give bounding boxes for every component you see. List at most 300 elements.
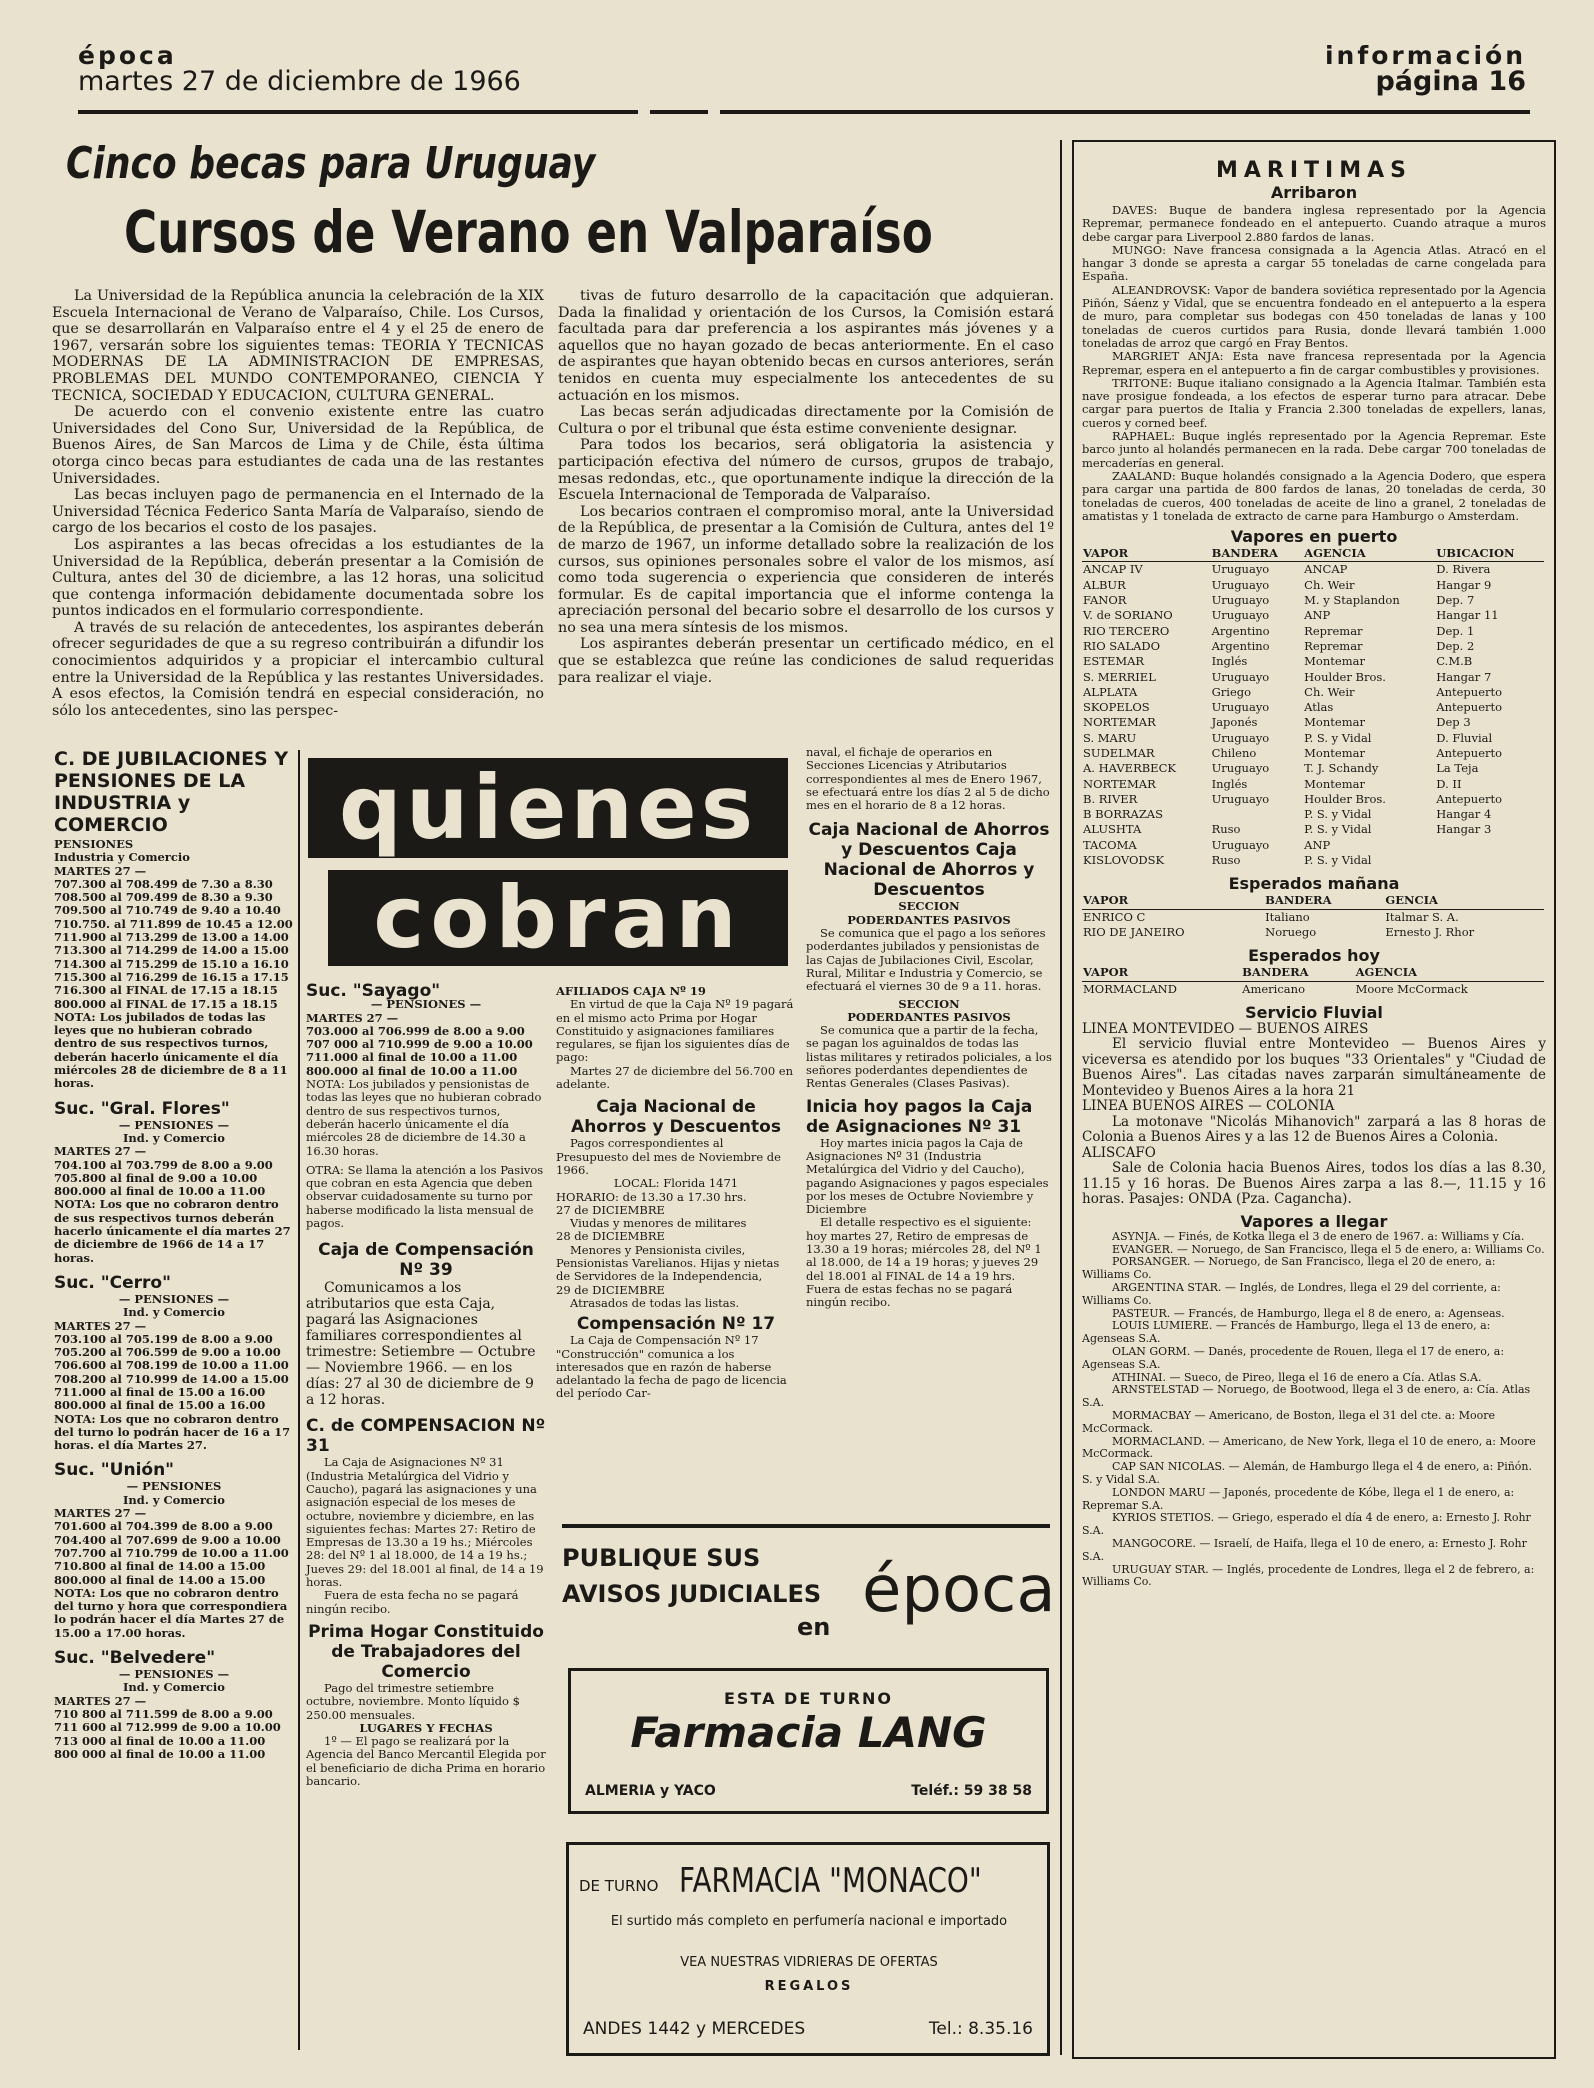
caja-nacional-2-horario: HORARIO: de 13.30 a 17.30 hrs.	[556, 1189, 747, 1204]
ad-epoca	[562, 1540, 1056, 1650]
table-row	[1082, 715, 1544, 730]
schedule-row: 709.500 al 710.749 de 9.40 a 10.40	[54, 903, 281, 918]
table-cell: La Teja	[1436, 761, 1479, 776]
sucursal-day: MARTES 27 —	[54, 1506, 147, 1521]
table-cell: Uruguayo	[1211, 593, 1270, 608]
masthead-rule	[720, 110, 1530, 114]
table-cell: Antepuerto	[1436, 684, 1503, 699]
sucursal-nota: NOTA: Los que no cobraron dentro del turno y hora que correspondiera lo podrán hacer el día Martes 27 de 15.00 a 17.00 horas.	[54, 1585, 288, 1640]
table-cell: Uruguayo	[1211, 700, 1270, 715]
schedule-row: 713 000 al final de 10.00 a 11.00	[54, 1733, 266, 1748]
column-header: BANDERA	[1264, 893, 1384, 909]
table-cell: ALPLATA	[1083, 684, 1138, 699]
table-cell: M. y Staplandon	[1304, 593, 1400, 608]
schedule-row: 707 000 al 710.999 de 9.00 a 10.00	[306, 1037, 533, 1052]
schedule-row: 711.000 al final de 10.00 a 11.00	[306, 1050, 518, 1065]
sucursal-cerro	[54, 1273, 294, 1453]
table-cell: Antepuerto	[1436, 745, 1503, 760]
sucursal-sub: — PENSIONES —	[118, 1117, 230, 1132]
table-row	[1082, 639, 1544, 654]
paper-name: época	[78, 41, 177, 70]
caja-compensacion-39-text: Comunicamos a los atributarios que esta Caja, pagará las Asignaciones familiares correspondientes al trimestre: Setiembre — Octubre — Noviembre 1966. — en los días: 27 al 30 de diciembre de 9 a 12 horas.	[306, 1280, 536, 1409]
table-header-row	[1082, 965, 1544, 981]
table-cell	[1211, 807, 1304, 822]
table-cell: NORTEMAR	[1083, 776, 1156, 791]
table-cell: Dep 3	[1436, 715, 1471, 730]
table-cell: A. HAVERBECK	[1083, 761, 1176, 776]
sucursal-title: Suc. "Gral. Flores"	[54, 1098, 230, 1119]
table-cell: P. S. y Vidal	[1304, 822, 1372, 837]
column-3-right	[806, 746, 1052, 1310]
ad-monaco-name: FARMACIA "MONACO"	[679, 1861, 982, 1901]
sucursal-sub2: Ind. y Comercio	[123, 1305, 225, 1320]
col3-top-text: naval, el fichaje de operarios en Secciones Licencias y Atributarios correspondientes al mes de Enero 1967, se efectuará entre los días 2 al 5 de dicho mes en el horario de 8 a 12 horas.	[806, 745, 1050, 813]
esperados-manana-title: Esperados mañana	[1228, 874, 1400, 894]
prima-hogar-sub: LUGARES Y FECHAS	[359, 1720, 493, 1735]
table-cell: C.M.B	[1436, 654, 1473, 669]
table-cell: S. MERRIEL	[1083, 669, 1156, 684]
ad-lang-tel: Teléf.: 59 38 58	[911, 1783, 1032, 1799]
ad-epoca-line3: en	[797, 1613, 831, 1641]
fluvial-text: El servicio fluvial entre Montevideo — Buenos Aires y viceversa es atendido por los buques "33 Orientales" y "Ciudad de Buenos Aires". Las citadas naves zarparán simultáneamente de Montevideo y Buenos Aires a la hora 21	[1082, 1036, 1546, 1099]
schedule-row: 708.500 al 709.499 de 8.30 a 9.30	[54, 890, 273, 905]
masthead-right	[1324, 41, 1526, 97]
table-cell: RIO DE JANEIRO	[1083, 924, 1185, 939]
table-cell: Montemar	[1304, 776, 1365, 791]
sucursal-title: Suc. "Cerro"	[54, 1272, 171, 1293]
sayago-sub: — PENSIONES —	[370, 997, 482, 1012]
sucursal-day: MARTES 27 —	[54, 1693, 147, 1708]
schedule-row: 800.000 al FINAL de 17.15 a 18.15	[54, 996, 278, 1011]
esperados-hoy-table	[1082, 965, 1544, 997]
table-cell: Uruguayo	[1211, 577, 1270, 592]
caja-ahorros-title: Caja Nacional de Ahorros y Descuentos Caja Nacional de Ahorros y Descuentos	[808, 820, 1050, 901]
article-column-2	[558, 288, 1054, 686]
jubilaciones-sub: PENSIONES	[54, 837, 134, 851]
jubilaciones-section	[54, 748, 294, 1761]
column-header: GENCIA	[1384, 893, 1544, 909]
table-row	[1082, 670, 1544, 685]
table-cell: Uruguayo	[1211, 562, 1270, 577]
schedule-row: 711.900 al 713.299 de 13.00 a 14.00	[54, 930, 289, 945]
column-header: AGENCIA	[1303, 546, 1435, 562]
sayago-section	[306, 981, 546, 1788]
schedule-row: 710 800 al 711.599 de 8.00 a 9.00	[54, 1706, 273, 1721]
afiliados-19-text: En virtud de que la Caja Nº 19 pagará en el mismo acto Prima por Hogar Constituido y asignaciones familiares regulares, se fijan los siguientes días de pago:	[556, 997, 794, 1065]
caja-nacional-2-t29: Atrasados de todas las listas.	[570, 1295, 740, 1310]
caja-ahorros-text: Se comunica que el pago a los señores poderdantes jubilados y pensionistas de las Cajas de Jubilaciones Civil, Escolar, Rural, Militar e Industria y Comercio, se efectuará el viernes 30 de 9 a 11. horas.	[806, 926, 1046, 994]
cobran-word: cobran	[328, 870, 788, 966]
ad-epoca-line2: AVISOS JUDICIALES	[562, 1580, 822, 1608]
section-name: información	[1324, 41, 1526, 70]
schedule-row: 800 000 al final de 10.00 a 11.00	[54, 1746, 266, 1761]
sayago-otra: OTRA: Se llama la atención a los Pasivos que cobran en esta Agencia que deben observar cuidadosamente su turno por haberse modificado la lista mensual de pagos.	[306, 1162, 544, 1231]
table-cell: MORMACLAND	[1083, 981, 1177, 996]
schedule-row: 705.200 al 706.599 de 9.00 a 10.00	[54, 1345, 281, 1360]
article-headline: Cursos de Verano en Valparaíso	[124, 198, 933, 266]
ad-monaco-l3: REGALOS	[764, 1979, 854, 1994]
caja-nacional-2-d28: 28 de DICIEMBRE	[556, 1229, 665, 1244]
list-item: ARGENTINA STAR. — Inglés, de Londres, llega el 29 del corriente, a: Williams Co.	[1082, 1281, 1501, 1307]
compensacion-17-title: Compensación Nº 17	[576, 1314, 776, 1335]
table-cell: Argentino	[1211, 638, 1270, 653]
list-item: MANGOCORE. — Israelí, de Haifa, llega el 10 de enero, a: Ernesto J. Rohr S.A.	[1082, 1536, 1527, 1563]
article-kicker: Cinco becas para Uruguay	[66, 138, 596, 189]
jubilaciones-rows	[54, 878, 294, 1011]
table-cell	[1435, 853, 1544, 868]
compensacion-17-text: La Caja de Compensación Nº 17 "Construcción" comunica a los interesados que en razón de haberse adelantado la fecha de pago de licencia del período Car-	[556, 1333, 787, 1401]
table-cell: ANP	[1304, 608, 1331, 623]
prima-hogar-text: Pago del trimestre setiembre octubre, noviembre. Monto líquido $ 250.00 mensuales.	[306, 1680, 520, 1722]
schedule-row: 800.000 al final de 10.00 a 11.00	[54, 1184, 266, 1199]
caja-nacional-2-t28: Menores y Pensionista civiles, Pensionistas Varelianos. Hijas y nietas de Servidores de la Independencia,	[556, 1242, 780, 1284]
table-cell: NORTEMAR	[1083, 715, 1156, 730]
table-row	[1082, 981, 1544, 997]
fluvial-line: LINEA BUENOS AIRES — COLONIA	[1082, 1098, 1335, 1115]
list-item: KYRIOS STETIOS. — Griego, esperado el día 4 de enero, a: Ernesto J. Rohr S.A.	[1082, 1511, 1531, 1538]
column-header: BANDERA	[1211, 546, 1304, 562]
schedule-row: 714.300 al 715.299 de 15.10 a 16.10	[54, 956, 289, 971]
table-cell: Repremar	[1304, 623, 1363, 638]
esperados-hoy-title: Esperados hoy	[1248, 946, 1380, 966]
article-paragraph: Las becas serán adjudicadas directamente por la Comisión de Cultura o por el tribunal que ésta estime conveniente designar.	[558, 404, 1054, 437]
arribaron-item: MUNGO: Nave francesa consignada a la Agencia Atlas. Atracó en el hangar 3 donde se apresta a cargar 55 toneladas de carne congelada para España.	[1082, 242, 1546, 284]
fluvial-line: LINEA MONTEVIDEO — BUENOS AIRES	[1082, 1020, 1369, 1037]
table-cell: Inglés	[1211, 654, 1248, 669]
table-cell: Uruguayo	[1211, 608, 1270, 623]
vapores-llegar-list	[1074, 1231, 1554, 1589]
table-cell: KISLOVODSK	[1083, 853, 1165, 868]
schedule-row: 710.750. al 711.899 de 10.45 a 12.00	[54, 916, 293, 931]
column-header: UBICACION	[1435, 546, 1544, 562]
table-cell: SKOPELOS	[1083, 700, 1150, 715]
vapores-puerto-body	[1082, 562, 1544, 868]
schedule-row: 703.000 al 706.999 de 8.00 a 9.00	[306, 1023, 525, 1038]
ad-lang-name: Farmacia LANG	[630, 1708, 987, 1757]
schedule-row: 704.400 al 707.699 de 9.00 a 10.00	[54, 1532, 281, 1547]
quienes-cobran-banner	[308, 758, 788, 968]
fluvial-text: Sale de Colonia hacia Buenos Aires, todos los días a las 8.30, 11.15 y 16 horas. De Buenos Aires zarpa a las 8.—, 11.15 y 16 horas. Pasajes: ONDA (Pza. Cagancha).	[1082, 1160, 1546, 1208]
table-cell: RIO SALADO	[1083, 638, 1161, 653]
list-item: ATHINAI. — Sueco, de Pireo, llega el 16 de enero a Cía. Atlas S.A.	[1112, 1370, 1482, 1384]
table-cell: P. S. y Vidal	[1304, 730, 1372, 745]
table-cell: Griego	[1211, 684, 1252, 699]
sucursal-sub2: Ind. y Comercio	[123, 1492, 225, 1507]
arribaron-list	[1074, 202, 1554, 523]
schedule-row: 713.300 al 714.299 de 14.00 a 15.00	[54, 943, 289, 958]
ad-divider	[562, 1524, 1050, 1528]
table-cell: Hangar 3	[1436, 822, 1492, 837]
schedule-row: 711 600 al 712.999 de 9.00 a 10.00	[54, 1720, 281, 1735]
schedule-row: 716.300 al FINAL de 17.15 a 18.15	[54, 983, 278, 998]
arribaron-item: MARGRIET ANJA: Esta nave francesa representada por la Agencia Repremar, espera en el antepuerto a fin de cargar combustibles y provisiones.	[1082, 349, 1546, 377]
table-cell: Chileno	[1211, 745, 1257, 760]
schedule-row: 708.200 al 710.999 de 14.00 a 15.00	[54, 1371, 289, 1386]
table-cell: P. S. y Vidal	[1304, 807, 1372, 822]
table-cell: Atlas	[1304, 700, 1334, 715]
schedule-row: 715.300 al 716.299 de 16.15 a 17.15	[54, 969, 289, 984]
schedule-row: 706.600 al 708.199 de 10.00 a 11.00	[54, 1358, 289, 1373]
inicia-hoy-text2: El detalle respectivo es el siguiente: hoy martes 27, Retiro de empresas de 13.30 a 19 horas; miércoles 28, del Nº 1 al 18.000, de 14 a 19 horas; y jueves 29 del 18.001 al FINAL de 14 a 19 hrs. Fuera de estas fechas no se pagará ningún recibo.	[806, 1215, 1042, 1310]
inicia-hoy-text: Hoy martes inicia pagos la Caja de Asignaciones Nº 31 (Industria Metalúrgica del Vidrio y del Caucho), pagando Asignaciones y pagos especiales por los meses de Octubre Noviembre y Diciembre	[806, 1135, 1049, 1217]
caja-nacional-2-d29: 29 de DICIEMBRE	[556, 1282, 665, 1297]
sucursal-day: MARTES 27 —	[54, 1144, 147, 1159]
afiliados-19-title: AFILIADOS CAJA Nº 19	[556, 984, 706, 998]
maritimas-section	[1072, 140, 1556, 2059]
sucursal-sub: — PENSIONES —	[118, 1667, 230, 1682]
table-row	[1082, 746, 1544, 761]
table-row	[1082, 853, 1544, 868]
arribaron-item: ZAALAND: Buque holandés consignado a la Agencia Dodero, que espera para cargar una partida de 800 fardos de lanas, 20 toneladas de cerda, 30 toneladas de cueros, 400 toneladas de aceite de lino a granel, 2 toneladas de amatistas y 1 tonelada de extracto de carne para Hamburgo o Amsterdam.	[1082, 468, 1546, 523]
schedule-row: 800.000 al final de 14.00 a 15.00	[54, 1572, 266, 1587]
caja-nacional-2-t27: Viudas y menores de militares	[570, 1216, 747, 1231]
table-cell: Italiano	[1265, 909, 1310, 924]
table-row	[1082, 761, 1544, 776]
table-cell: FANOR	[1083, 593, 1127, 608]
table-cell: B BORRAZAS	[1083, 807, 1163, 822]
sucursal-title: Suc. "Belvedere"	[54, 1648, 216, 1669]
article-paragraph: Los aspirantes deberán presentar un certificado médico, en el que se establezca que reúne las condiciones de salud requeridas para realizar el viaje.	[558, 636, 1054, 686]
table-cell: Dep. 7	[1436, 593, 1475, 608]
caja-nacional-2-text: Pagos correspondientes al Presupuesto del mes de Noviembre de 1966.	[556, 1136, 781, 1177]
schedule-row: 710.800 al final de 14.00 a 15.00	[54, 1559, 266, 1574]
esperados-manana-table	[1082, 893, 1544, 940]
ad-lang-top: ESTA DE TURNO	[723, 1689, 894, 1708]
table-cell: Uruguayo	[1211, 730, 1270, 745]
table-cell: D. Rivera	[1436, 562, 1491, 577]
table-header-row	[1082, 893, 1544, 909]
jubilaciones-title: C. DE JUBILACIONES Y PENSIONES DE LA INDUSTRIA y COMERCIO	[54, 748, 289, 836]
inicia-hoy-title: Inicia hoy pagos la Caja de Asignaciones Nº 31	[806, 1096, 1033, 1137]
table-cell: RIO TERCERO	[1083, 623, 1170, 638]
article-paragraph: Para todos los becarios, será obligatoria la asistencia y participación efectiva del número de cursos, grupos de trabajo, mesas redondas, etc., que oportunamente indique la dirección de la Escuela Internacional de Temporada de Valparaíso.	[558, 437, 1054, 504]
table-row	[1082, 608, 1544, 623]
ad-farmacia-lang	[568, 1668, 1049, 1814]
list-item: PASTEUR. — Francés, de Hamburgo, llega el 8 de enero, a: Agenseas.	[1112, 1306, 1505, 1320]
table-row	[1082, 654, 1544, 669]
caja-nacional-2-d27: 27 de DICIEMBRE	[556, 1202, 665, 1217]
caja-ahorros-sec2: PODERDANTES PASIVOS	[847, 912, 1011, 927]
schedule-row: 707.700 al 710.799 de 10.00 a 11.00	[54, 1545, 289, 1560]
page-number: página 16	[1375, 66, 1526, 97]
table-cell: Uruguayo	[1211, 669, 1270, 684]
caja-ahorros-sec3: SECCION	[898, 996, 960, 1011]
sucursal-gral-flores	[54, 1099, 294, 1265]
schedule-row: 711.000 al final de 15.00 a 16.00	[54, 1384, 266, 1399]
column-header: BANDERA	[1241, 965, 1354, 981]
article-column-1	[52, 288, 544, 719]
list-item: EVANGER. — Noruego, de San Francisco, llega el 5 de enero, a: Williams Co.	[1112, 1242, 1545, 1256]
prima-hogar-title: Prima Hogar Constituido de Trabajadores del Comercio	[308, 1621, 544, 1682]
list-item: URUGUAY STAR. — Inglés, procedente de Londres, llega el 2 de febrero, a: Williams Co.	[1082, 1562, 1535, 1589]
table-cell: Dep. 1	[1436, 623, 1475, 638]
caja-ahorros-text2: Se comunica que a partir de la fecha, se pagan los aguinaldos de todas las listas militares y retirados policiales, a los señores poderdantes dependientes de Rentas Generales (Clases Pasivas).	[806, 1023, 1052, 1091]
schedule-row: 701.600 al 704.399 de 8.00 a 9.00	[54, 1519, 273, 1534]
fluvial-body	[1074, 1022, 1554, 1208]
table-row	[1082, 731, 1544, 746]
list-item: OLAN GORM. — Danés, procedente de Rouen, llega el 17 de enero, a: Agenseas S.A.	[1082, 1345, 1505, 1371]
fluvial-text: La motonave "Nicolás Mihanovich" zarpará a las 8 horas de Colonia a Buenos Aires y a las 12 de Buenos Aires a Colonia.	[1082, 1113, 1546, 1146]
column-header: AGENCIA	[1355, 965, 1544, 981]
table-cell: Montemar	[1304, 745, 1365, 760]
jubilaciones-sub2: Industria y Comercio	[54, 850, 190, 865]
table-cell: Montemar	[1304, 654, 1365, 669]
sucursal-nota: NOTA: Los que no cobraron dentro del turno lo podrán hacer de 16 a 17 horas. el día Martes 27.	[54, 1411, 291, 1453]
column-header: VAPOR	[1082, 965, 1241, 981]
schedule-row: 800.000 al final de 15.00 a 16.00	[54, 1398, 266, 1413]
table-cell: Americano	[1242, 981, 1305, 996]
fluvial-title: Servicio Fluvial	[1245, 1002, 1383, 1022]
vapores-llegar-title: Vapores a llegar	[1240, 1211, 1388, 1231]
table-cell: Ch. Weir	[1304, 684, 1355, 699]
table-cell: Hangar 11	[1436, 608, 1499, 623]
table-cell: Uruguayo	[1211, 837, 1270, 852]
list-item: ASYNJA. — Finés, de Kotka llega el 3 de enero de 1967. a: Williams y Cía.	[1112, 1229, 1525, 1243]
arribaron-title: Arribaron	[1270, 183, 1358, 202]
table-cell: Hangar 7	[1436, 669, 1492, 684]
table-row	[1082, 593, 1544, 608]
ad-epoca-brand: época	[862, 1553, 1056, 1627]
sucursal-union	[54, 1460, 294, 1640]
arribaron-item: RAPHAEL: Buque inglés representado por la Agencia Repremar. Este barco junto al holandés permanecen en la rada. Debe cargar 700 toneladas de mercaderías en general.	[1082, 429, 1546, 470]
list-item: MORMACLAND. — Americano, de New York, llega el 10 de enero, a: Moore McCormack.	[1082, 1434, 1536, 1461]
table-cell: Hangar 9	[1436, 577, 1492, 592]
compensacion-31-title: C. de COMPENSACION Nº 31	[306, 1416, 546, 1457]
table-cell: Ruso	[1211, 853, 1241, 868]
list-item: LOUIS LUMIERE. — Francés de Hamburgo, llega el 13 de enero, a: Agenseas S.A.	[1082, 1319, 1491, 1346]
ad-epoca-line1: PUBLIQUE SUS	[562, 1544, 761, 1572]
table-cell: TACOMA	[1083, 837, 1137, 852]
list-item: LONDON MARU — Japonés, procedente de Kóbe, llega el 1 de enero, a: Repremar S.A.	[1082, 1485, 1515, 1512]
table-row	[1082, 792, 1544, 807]
column-divider	[298, 750, 300, 2050]
jubilaciones-day: MARTES 27 —	[54, 863, 147, 878]
article-paragraph: De acuerdo con el convenio existente entre las cuatro Universidades del Cono Sur, Universidad de la República, de Buenos Aires, de San Marcos de Lima y de Chile, ésta última otorga cinco becas para estudiantes de cada una de las restantes Universidades.	[52, 404, 544, 487]
article-paragraph: A través de su relación de antecedentes, los aspirantes deberán ofrecer seguridades de que a su regreso contribuirán a difundir los conocimientos adquiridos y a propiciar el intercambio cultural entre la Universidad de la República y las restantes Universidades. A esos efectos, la Comisión tendrá en especial consideración, no sólo los antecedentes, sino las perspec-	[52, 619, 544, 719]
table-cell: B. RIVER	[1083, 791, 1138, 806]
quienes-word: quienes	[308, 758, 788, 858]
table-cell: Dep. 2	[1436, 638, 1475, 653]
schedule-row: 707.300 al 708.499 de 7.30 a 8.30	[54, 876, 273, 891]
table-header-row	[1082, 546, 1544, 562]
table-row	[1082, 909, 1544, 925]
vapores-puerto-table	[1082, 546, 1544, 868]
table-cell: Moore McCormack	[1355, 981, 1468, 996]
article-paragraph: Los becarios contraen el compromiso moral, ante la Universidad de la República, de presentar a la Comisión de Cultura, antes del 1º de marzo de 1967, un informe detallado sobre la realización de los cursos, sus opiniones personales sobre el valor de los mismos, así como toda sugerencia o experiencia que consideren de interés formular. Es de capital importancia que el informe contenga la apreciación personal del becario sobre el desarrollo de los cursos y no sea una mera síntesis de los mismos.	[558, 503, 1054, 636]
arribaron-item: ALEANDROVSK: Vapor de bandera soviética representado por la Agencia Piñón, Sáenz y Vidal, que se encuentra fondeado en el antepuerto a la espera de muro, para completar sus bodegas con 450 toneladas de lanas y 100 toneladas de cueros curtidos para Rusia, donde llevará también 1.000 toneladas de arroz que cargó en Fray Bentos.	[1082, 282, 1546, 350]
table-cell: Ruso	[1211, 822, 1241, 837]
table-cell: Japonés	[1211, 715, 1258, 730]
masthead-rule	[78, 110, 638, 114]
table-cell: Antepuerto	[1436, 700, 1503, 715]
table-cell: ALBUR	[1083, 577, 1126, 592]
table-row	[1082, 578, 1544, 593]
table-row	[1082, 700, 1544, 715]
table-cell: SUDELMAR	[1083, 745, 1155, 760]
table-cell: Italmar S. A.	[1385, 909, 1459, 924]
prima-hogar-text2: 1º — El pago se realizará por la Agencia del Banco Mercantil Elegida por el beneficiario de dicha Prima en horario bancario.	[306, 1734, 546, 1788]
table-cell	[1435, 838, 1544, 853]
fluvial-line: ALISCAFO	[1082, 1144, 1156, 1161]
table-row	[1082, 777, 1544, 792]
table-cell: Antepuerto	[1436, 791, 1503, 806]
sucursal-belvedere	[54, 1648, 294, 1761]
table-row	[1082, 562, 1544, 578]
table-row	[1082, 624, 1544, 639]
caja-nacional-2-local: LOCAL: Florida 1471	[613, 1176, 739, 1191]
list-item: PORSANGER. — Noruego, de San Francisco, llega el 20 de enero, a: Williams Co.	[1082, 1255, 1496, 1282]
sucursal-sub2: Ind. y Comercio	[123, 1680, 225, 1695]
table-row	[1082, 838, 1544, 853]
sucursal-day: MARTES 27 —	[54, 1318, 147, 1333]
column-divider	[1060, 140, 1062, 2055]
table-cell: Hangar 4	[1436, 807, 1492, 822]
table-cell: Ch. Weir	[1304, 577, 1355, 592]
table-row	[1082, 807, 1544, 822]
sucursal-nota: NOTA: Los que no cobraron dentro de sus respectivos turnos deberán hacerlo únicamente el día martes 27 de diciembre de 1966 de 14 a 17 horas.	[54, 1197, 291, 1265]
masthead-left	[78, 41, 521, 97]
table-cell: ANCAP IV	[1083, 562, 1143, 577]
table-cell: Houlder Bros.	[1304, 669, 1386, 684]
schedule-row: 705.800 al final de 9.00 a 10.00	[54, 1170, 258, 1185]
ad-monaco-pre: DE TURNO	[579, 1877, 659, 1895]
list-item: CAP SAN NICOLAS. — Alemán, de Hamburgo llega el 4 de enero, a: Piñón. S. y Vidal S.A.	[1082, 1460, 1533, 1486]
column-header: VAPOR	[1082, 546, 1211, 562]
afiliados-19-text2: Martes 27 de diciembre del 56.700 en adelante.	[556, 1063, 794, 1092]
table-cell: ALUSHTA	[1083, 822, 1142, 837]
sayago-nota: NOTA: Los jubilados y pensionistas de todas las leyes que no hubieran cobrado dentro de sus respectivos turnos, deberán hacerlo únicamente el día miércoles 28 de diciembre de 14.30 a 16.30 horas.	[306, 1077, 542, 1158]
caja-ahorros-sec: SECCION	[898, 899, 960, 914]
list-item: ARNSTELSTAD — Noruego, de Bootwood, llega el 3 de enero, a: Cía. Atlas S.A.	[1082, 1383, 1531, 1410]
article-paragraph: tivas de futuro desarrollo de la capacitación que adquieran. Dada la finalidad y orientación de los Cursos, la Comisión estará facultada para dar preferencia a los aspirantes más jóvenes y a aquellos que no hayan gozado de becas anteriormente. En el caso de aspirantes que hayan obtenido becas en cursos anteriores, serán tenidos en cuenta muy especialmente los antecedentes de su actuación en los mismos.	[558, 288, 1054, 404]
table-cell: Repremar	[1304, 638, 1363, 653]
ad-farmacia-monaco	[566, 1842, 1050, 2056]
sayago-day: MARTES 27 —	[306, 1010, 399, 1025]
table-cell: T. J. Schandy	[1304, 761, 1379, 776]
table-cell: Ernesto J. Rhor	[1385, 924, 1475, 939]
arribaron-item: TRITONE: Buque italiano consignado a la Agencia Italmar. También esta nave prosigue fondeada, a los efectos de esperar turno para atracar. Debe cargar para puertos de Italia y Francia 2.300 toneladas de expellers, lanas, cueros y corned beef.	[1082, 375, 1546, 430]
vapores-puerto-title: Vapores en puerto	[1230, 527, 1398, 547]
schedule-row: 703.100 al 705.199 de 8.00 a 9.00	[54, 1331, 273, 1346]
table-cell: D. II	[1436, 776, 1462, 791]
table-cell: ANP	[1304, 837, 1331, 852]
table-cell: Uruguayo	[1211, 791, 1270, 806]
table-cell: Noruego	[1265, 924, 1317, 939]
table-cell: Argentino	[1211, 623, 1270, 638]
arribaron-item: DAVES: Buque de bandera inglesa representado por la Agencia Repremar, permanece fondeado en el antepuerto. Cuando atraque a muros debe cargar para Liverpool 2.880 fardos de lanas.	[1082, 203, 1546, 244]
caja-compensacion-39-title: Caja de Compensación Nº 39	[318, 1240, 534, 1281]
table-row	[1082, 925, 1544, 940]
table-cell: Houlder Bros.	[1304, 791, 1386, 806]
table-row	[1082, 822, 1544, 837]
table-cell: V. de SORIANO	[1083, 608, 1173, 623]
sucursal-title: Suc. "Unión"	[54, 1460, 175, 1481]
schedule-row: 800.000 al final de 10.00 a 11.00	[306, 1063, 518, 1078]
column-header: VAPOR	[1082, 893, 1264, 909]
table-cell: ESTEMAR	[1083, 654, 1145, 669]
table-cell: P. S. y Vidal	[1304, 853, 1372, 868]
article-paragraph: Las becas incluyen pago de permanencia en el Internado de la Universidad Técnica Federico Santa María de Valparaíso, siendo de cargo de los becarios el costo de los pasajes.	[52, 487, 544, 537]
sayago-title: Suc. "Sayago"	[306, 981, 441, 1001]
sucursal-sub: — PENSIONES —	[118, 1291, 230, 1306]
schedule-row: 704.100 al 703.799 de 8.00 a 9.00	[54, 1157, 273, 1172]
table-cell: Inglés	[1211, 776, 1248, 791]
table-cell: D. Fluvial	[1436, 730, 1493, 745]
sucursal-sub2: Ind. y Comercio	[123, 1130, 225, 1145]
table-cell: Montemar	[1304, 715, 1365, 730]
article-paragraph: Los aspirantes a las becas ofrecidas a los estudiantes de la Universidad de la República, deberán presentar a la Comisión de Cultura, antes del 30 de diciembre, a las 12 horas, una solicitud que contenga información debidamente documentada sobre los puntos indicados en el formulario correspondiente.	[52, 536, 544, 620]
maritimas-title: MARITIMAS	[1215, 158, 1412, 183]
